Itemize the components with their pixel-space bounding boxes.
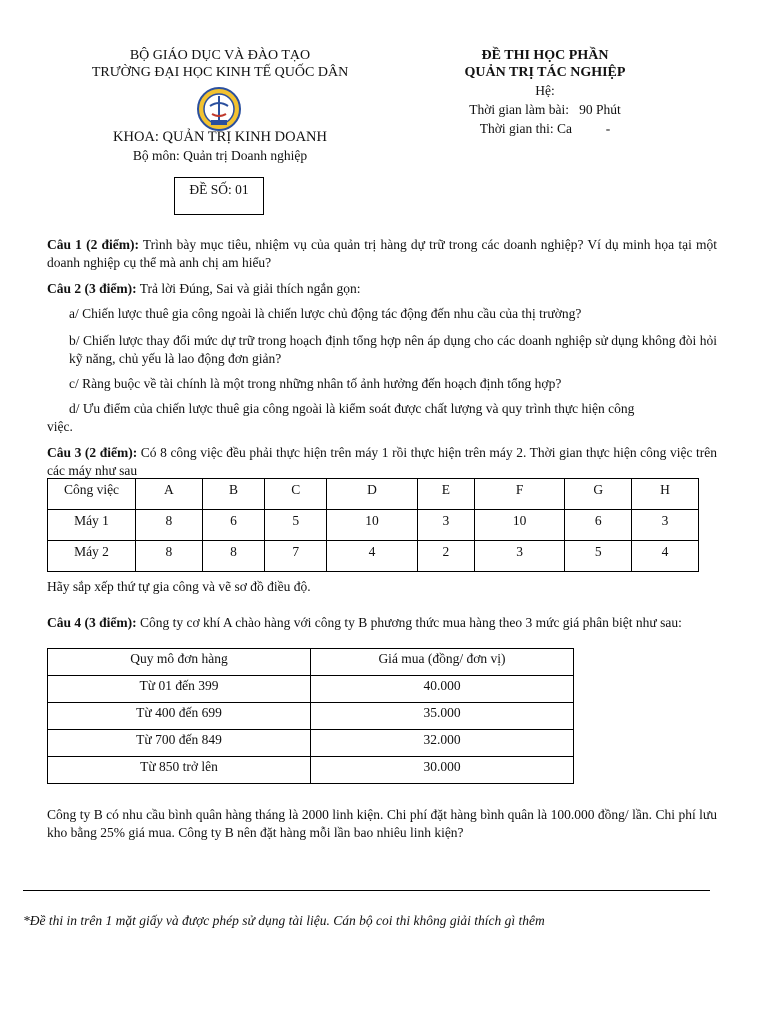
question-4-label: Câu 4 (3 điểm): <box>47 615 137 630</box>
faculty-name: KHOA: QUẢN TRỊ KINH DOANH <box>113 129 327 145</box>
exam-time: Thời gian thi: Ca - <box>479 121 611 136</box>
question-2-c: c/ Ràng buộc về tài chính là một trong những nhân tố ảnh hưởng đến hoạch định tổng hợp? <box>69 376 562 391</box>
question-1-text: Trình bày mục tiêu, nhiệm vụ của quản trị hàng dự trữ trong các doanh nghiệp? Ví dụ minh họa tại một doanh nghiệp cụ thể mà anh chị am hiểu? <box>47 237 717 270</box>
table-cell: 10 <box>475 510 565 541</box>
table-cell: 3 <box>632 510 699 541</box>
table-row <box>48 541 699 572</box>
table-cell: 30.000 <box>311 757 574 784</box>
duration-line <box>420 100 670 119</box>
table-cell: 5 <box>265 510 327 541</box>
table-header-cell: A <box>136 479 203 510</box>
system-label: Hệ: <box>535 83 555 98</box>
question-2-b: b/ Chiến lược thay đổi mức dự trữ trong hoạch định tổng hợp nên áp dụng cho các doanh nghiệp sử dụng không đòi hỏi kỹ năng, chủ yếu là lao động đơn giản? <box>69 333 717 366</box>
footer-divider <box>23 890 710 891</box>
table-row <box>48 510 699 541</box>
duration-value: 90 Phút <box>579 102 621 117</box>
table-cell: 7 <box>265 541 327 572</box>
table-header-cell: F <box>475 479 565 510</box>
question-2-text: Trả lời Đúng, Sai và giải thích ngắn gọn: <box>136 281 361 296</box>
header-right <box>420 47 670 138</box>
table-header-cell: E <box>417 479 475 510</box>
table-cell: 4 <box>327 541 417 572</box>
table-header-row <box>48 479 699 510</box>
university-name: TRƯỜNG ĐẠI HỌC KINH TẾ QUỐC DÂN <box>91 65 349 80</box>
table-header-cell: Công việc <box>48 479 136 510</box>
price-table <box>47 648 574 784</box>
department-name: Bộ môn: Quản trị Doanh nghiệp <box>132 148 308 163</box>
question-3-label: Câu 3 (2 điểm): <box>47 445 138 460</box>
ministry-name: BỘ GIÁO DỤC VÀ ĐÀO TẠO <box>129 48 311 63</box>
exam-code: ĐỀ SỐ: 01 <box>189 182 249 197</box>
question-4-task: Công ty B có nhu cầu bình quân hàng tháng là 2000 linh kiện. Chi phí đặt hàng bình quân là 100.000 đồng/ lần. Chi phí lưu kho bằng 25% giá mua. Công ty B nên đặt hàng mỗi lần bao nhiêu linh kiện? <box>47 807 717 840</box>
table-header-cell: D <box>327 479 417 510</box>
table-cell: 6 <box>202 510 264 541</box>
table-cell: 3 <box>417 510 475 541</box>
table-cell: Máy 1 <box>48 510 136 541</box>
table-cell: 3 <box>475 541 565 572</box>
table-row <box>48 703 574 730</box>
exam-title: ĐỀ THI HỌC PHẦN <box>481 48 609 63</box>
question-3-task: Hãy sắp xếp thứ tự gia công và vẽ sơ đồ điều độ. <box>47 579 311 594</box>
table-cell: 10 <box>327 510 417 541</box>
table-cell: 2 <box>417 541 475 572</box>
table-row <box>48 757 574 784</box>
table-header-cell: B <box>202 479 264 510</box>
question-3-text: Có 8 công việc đều phải thực hiện trên máy 1 rồi thực hiện trên máy 2. Thời gian thực hiện công việc trên các máy như sau <box>47 445 717 478</box>
exam-code-box <box>174 177 264 215</box>
question-2 <box>47 280 717 298</box>
table-header-row <box>48 649 574 676</box>
question-4-text: Công ty cơ khí A chào hàng với công ty B phương thức mua hàng theo 3 mức giá phân biệt như sau: <box>136 615 682 630</box>
course-name: QUẢN TRỊ TÁC NGHIỆP <box>464 65 626 80</box>
table-cell: 8 <box>136 541 203 572</box>
question-1 <box>47 236 717 271</box>
duration-label: Thời gian làm bài: <box>469 102 569 117</box>
table-cell: 5 <box>565 541 632 572</box>
header-left <box>70 47 370 81</box>
table-row <box>48 730 574 757</box>
table-header-cell: Quy mô đơn hàng <box>48 649 311 676</box>
question-2-d-cont: việc. <box>47 419 73 434</box>
question-2-label: Câu 2 (3 điểm): <box>47 281 137 296</box>
table-cell: Từ 01 đến 399 <box>48 676 311 703</box>
question-2-a: a/ Chiến lược thuê gia công ngoài là chiến lược chủ động tác động đến nhu cầu của thị trường? <box>69 306 582 321</box>
faculty-block <box>70 128 370 165</box>
question-2-d: d/ Ưu điểm của chiến lược thuê gia công ngoài là kiểm soát được chất lượng và quy trình thực hiện công <box>69 401 635 416</box>
question-4 <box>47 614 717 632</box>
table-cell: 8 <box>136 510 203 541</box>
table-header-cell: G <box>565 479 632 510</box>
table-row <box>48 676 574 703</box>
table-cell: 4 <box>632 541 699 572</box>
table-cell: Từ 400 đến 699 <box>48 703 311 730</box>
table-cell: 40.000 <box>311 676 574 703</box>
table-cell: 6 <box>565 510 632 541</box>
job-times-table <box>47 478 699 572</box>
question-1-label: Câu 1 (2 điểm): <box>47 237 139 252</box>
table-header-cell: C <box>265 479 327 510</box>
table-cell: 8 <box>202 541 264 572</box>
table-header-cell: Giá mua (đồng/ đơn vị) <box>311 649 574 676</box>
footer-note: *Đề thi in trên 1 mặt giấy và được phép sử dụng tài liệu. Cán bộ coi thi không giải thích gì thêm <box>23 913 545 928</box>
table-cell: 35.000 <box>311 703 574 730</box>
table-cell: Từ 850 trở lên <box>48 757 311 784</box>
table-cell: 32.000 <box>311 730 574 757</box>
table-header-cell: H <box>632 479 699 510</box>
university-seal-icon <box>196 86 242 132</box>
table-cell: Máy 2 <box>48 541 136 572</box>
question-3 <box>47 444 717 479</box>
table-cell: Từ 700 đến 849 <box>48 730 311 757</box>
